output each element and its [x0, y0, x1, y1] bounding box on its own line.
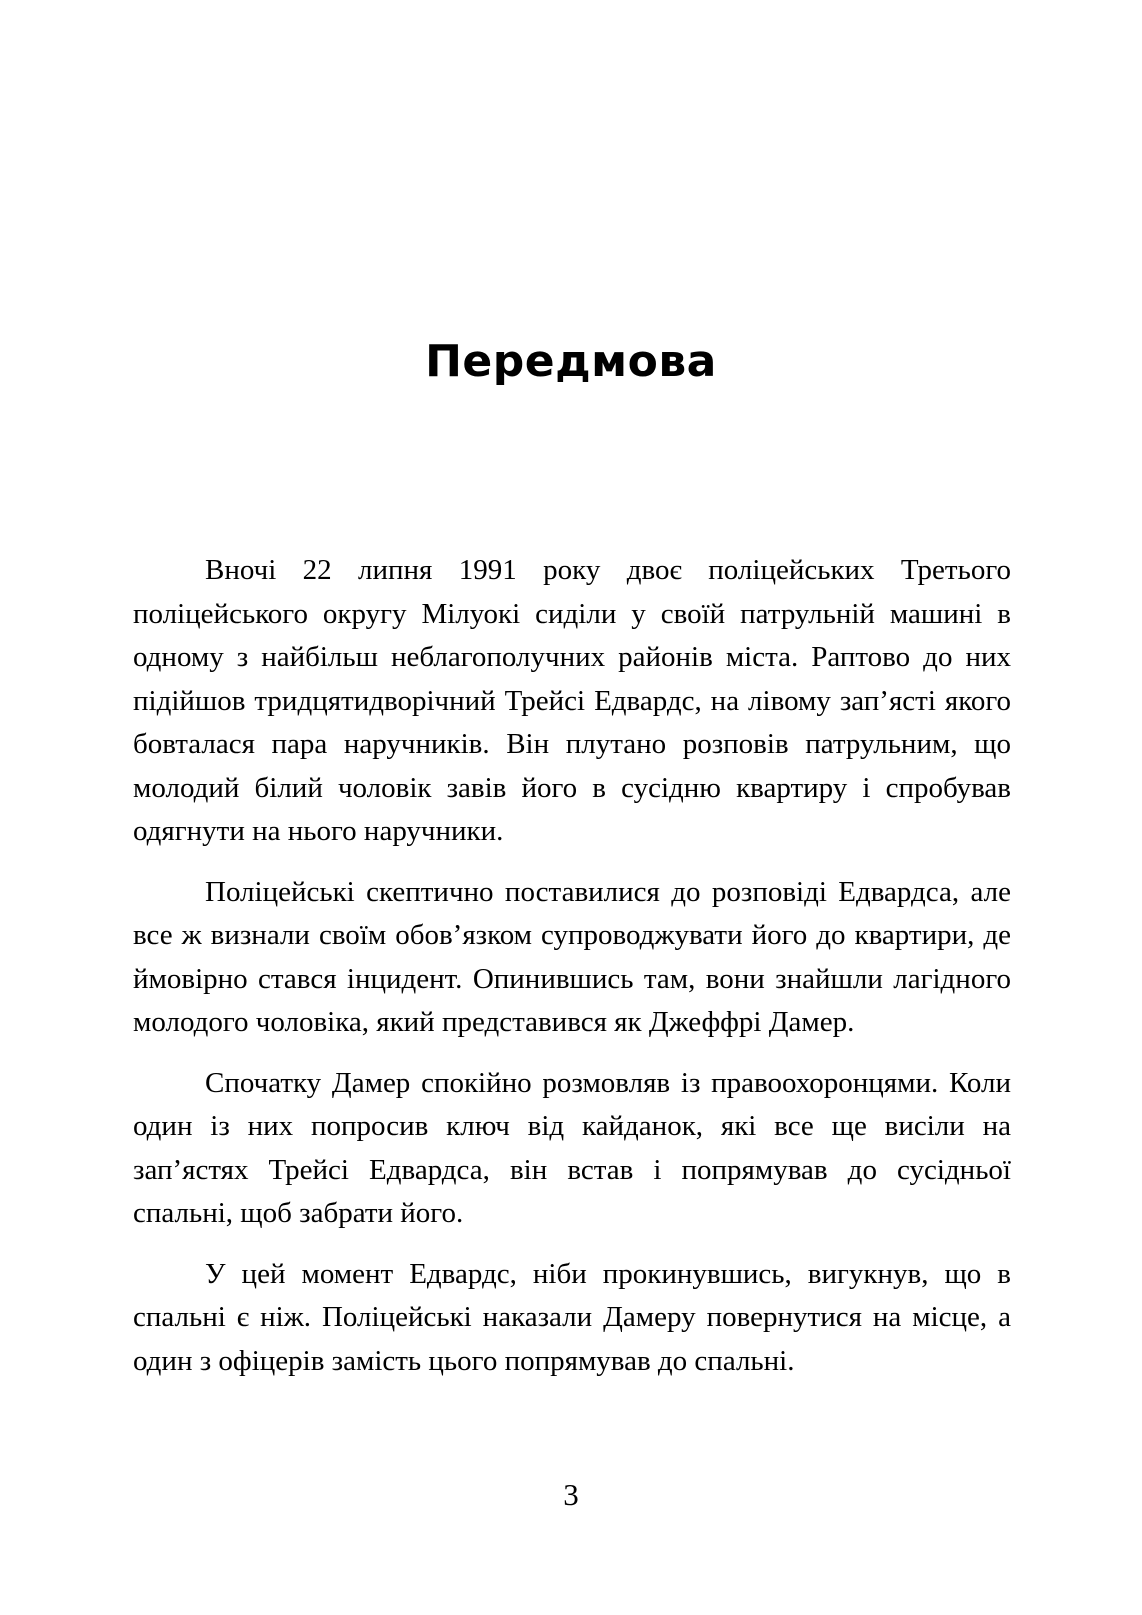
- paragraph-3: Спочатку Дамер спокійно розмовляв із правоохоронцями. Коли один із них попросив ключ від кайданок, які все ще висіли на зап’ястях Трейсі Едвардса, він встав і попрямував до сусідньої спальні, щоб забрати його.: [133, 1066, 1011, 1229]
- chapter-title: Передмова: [425, 336, 717, 387]
- paragraph-1: Вночі 22 липня 1991 року двоє поліцейських Третього поліцейського округу Мілуокі сиділи у своїй патрульній машині в одному з найбільш неблагополучних районів міста. Раптово до них підійшов тридцятидворічний Трейсі Едвардс, на лівому зап’ясті якого бовталася пара наручників. Він плутано розповів патрульним, що молодий білий чоловік завів його в сусідню квартиру і спробував одягнути на нього наручники.: [133, 554, 1011, 847]
- page-number: 3: [563, 1477, 579, 1512]
- paragraph-2: Поліцейські скептично поставилися до розповіді Едвардса, але все ж визнали своїм обов’язком супроводжувати його до квартири, де ймовірно стався інцидент. Опинившись там, вони знайшли лагідного молодого чоловіка, який представився як Джеффрі Дамер.: [133, 875, 1011, 1038]
- body-text: [133, 549, 1011, 1400]
- paragraph-4: У цей момент Едвардс, ніби прокинувшись, вигукнув, що в спальні є ніж. Поліцейські наказали Дамеру повернутися на місце, а один з офіцерів замість цього попрямував до спальні.: [133, 1257, 1011, 1377]
